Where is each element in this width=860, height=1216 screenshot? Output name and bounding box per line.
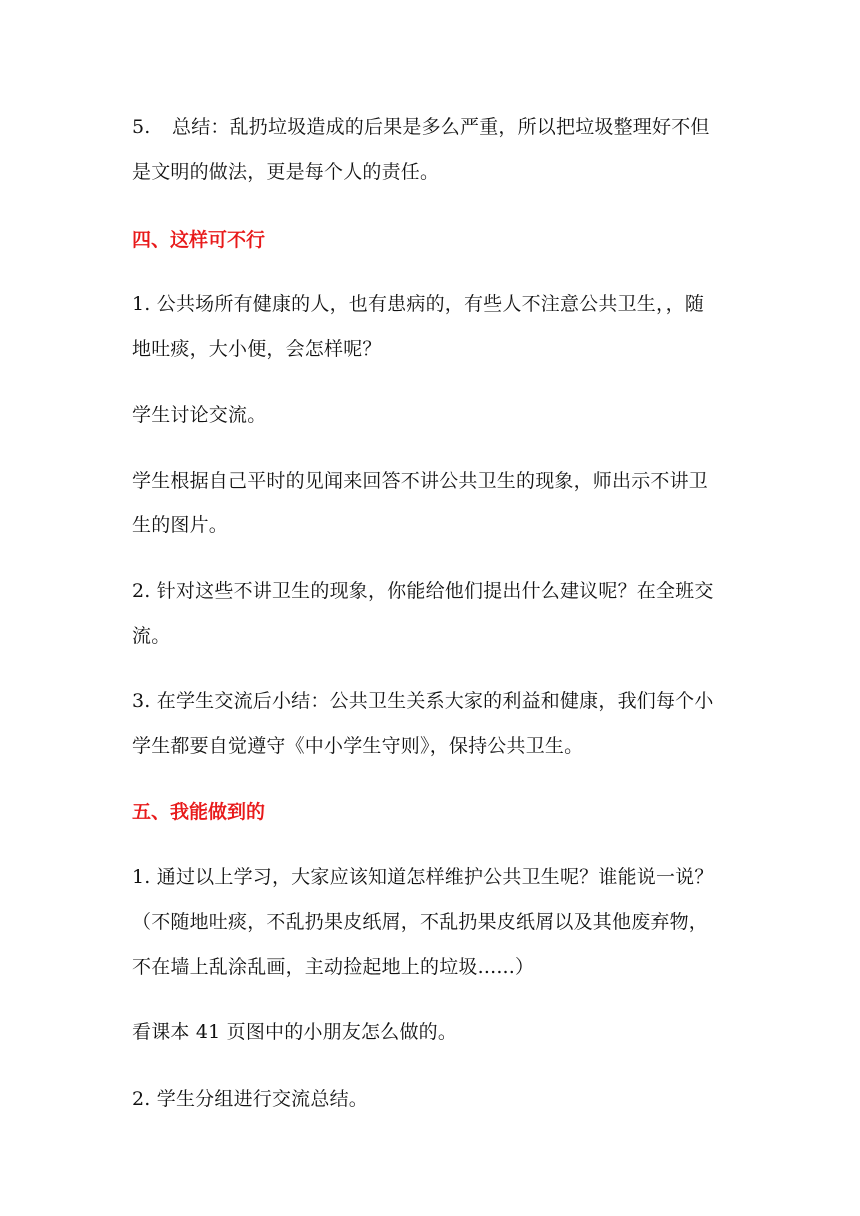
s4-paragraph-5-line-1: 3. 在学生交流后小结：公共卫生关系大家的利益和健康，我们每个小 — [132, 690, 714, 712]
s4-paragraph-4-line-2: 流。 — [132, 625, 171, 647]
item-5-number: 5. — [132, 116, 151, 138]
section-heading-4: 四、这样可不行 — [132, 229, 266, 251]
item-5-line-1 — [132, 115, 732, 139]
s4-paragraph-1-line-1: 1. 公共场所有健康的人，也有患病的，有些人不注意公共卫生，，随 — [132, 293, 705, 315]
s4-paragraph-1-line-2: 地吐痰，大小便，会怎样呢？ — [132, 338, 382, 360]
s5-paragraph-2: 看课本 41 页图中的小朋友怎么做的。 — [132, 1021, 458, 1043]
section-heading-5: 五、我能做到的 — [132, 801, 266, 823]
s4-paragraph-2: 学生讨论交流。 — [132, 404, 267, 426]
s5-paragraph-1-line-3: 不在墙上乱涂乱画，主动捡起地上的垃圾......） — [132, 956, 535, 978]
s5-paragraph-1-line-1: 1. 通过以上学习，大家应该知道怎样维护公共卫生呢？谁能说一说？ — [132, 866, 714, 888]
item-5-line-2: 是文明的做法，更是每个人的责任。 — [132, 161, 440, 183]
s4-paragraph-4-line-1: 2. 针对这些不讲卫生的现象，你能给他们提出什么建议呢？在全班交 — [132, 580, 714, 602]
s4-paragraph-3-line-2: 生的图片。 — [132, 514, 229, 536]
s4-paragraph-5-line-2: 学生都要自觉遵守《中小学生守则》，保持公共卫生。 — [132, 735, 584, 757]
item-5-text: 总结：乱扔垃圾造成的后果是多么严重，所以把垃圾整理好不但 — [172, 116, 710, 138]
s4-paragraph-3-line-1: 学生根据自己平时的见闻来回答不讲公共卫生的现象，师出示不讲卫 — [132, 470, 709, 492]
s5-paragraph-1-line-2: （不随地吐痰，不乱扔果皮纸屑，不乱扔果皮纸屑以及其他废弃物， — [132, 911, 709, 933]
s5-paragraph-3: 2. 学生分组进行交流总结。 — [132, 1088, 368, 1110]
